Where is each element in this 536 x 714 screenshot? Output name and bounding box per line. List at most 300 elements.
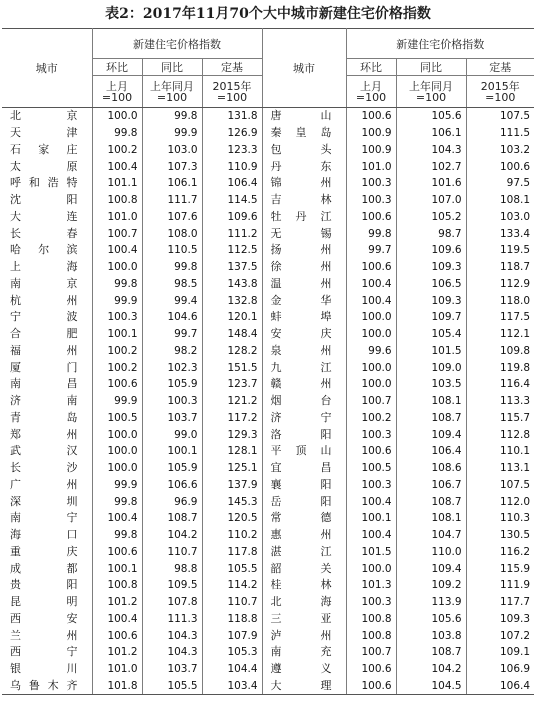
mom-value-left: 99.8 xyxy=(92,125,142,142)
fixed-base-value-right: 107.5 xyxy=(499,110,531,123)
fixed-base-value-left: 117.8 xyxy=(202,544,262,561)
mom-value-left: 100.0 xyxy=(92,460,142,477)
yoy-value-left: 96.9 xyxy=(142,493,202,510)
yoy-value-right: 104.5 xyxy=(396,678,466,695)
yoy-value-right: 109.3 xyxy=(396,259,466,276)
mom-value-left: 100.8 xyxy=(92,192,142,209)
city-name-left: 呼和浩特 xyxy=(2,175,92,192)
city-name-right: 平顶山 xyxy=(262,443,346,460)
fixed-base-value-left: 103.4 xyxy=(202,678,262,695)
yoy-value-left: 107.6 xyxy=(142,209,202,226)
mom-value-right: 101.0 xyxy=(346,158,396,175)
table-row xyxy=(2,443,534,460)
table-row xyxy=(2,242,534,259)
city-name-right: 安 庆 xyxy=(262,326,346,343)
base-mom-left: 上月=100 xyxy=(92,76,142,108)
table-row xyxy=(2,175,534,192)
mom-value-right: 101.5 xyxy=(346,544,396,561)
table-row xyxy=(2,359,534,376)
yoy-value-left: 111.3 xyxy=(142,611,202,628)
fixed-base-value-left: 125.1 xyxy=(202,460,262,477)
mom-value-left: 99.8 xyxy=(92,276,142,293)
mom-value-right: 100.0 xyxy=(346,560,396,577)
mom-value-left: 100.7 xyxy=(92,225,142,242)
fixed-base-value-right: 112.0 xyxy=(499,495,531,508)
city-name-right: 锦 州 xyxy=(262,175,346,192)
city-name-left: 西 安 xyxy=(2,611,92,628)
table-row xyxy=(2,577,534,594)
col-fixed-base-right: 定基 xyxy=(466,59,534,76)
table-row xyxy=(2,276,534,293)
yoy-value-left: 104.3 xyxy=(142,644,202,661)
yoy-value-right: 105.2 xyxy=(396,209,466,226)
fixed-base-value-right: 107.5 xyxy=(499,478,531,491)
table-row xyxy=(2,560,534,577)
fixed-base-value-left: 105.5 xyxy=(202,560,262,577)
yoy-value-right: 109.6 xyxy=(396,242,466,259)
fixed-base-value-right: 103.0 xyxy=(499,210,531,223)
yoy-value-right: 109.3 xyxy=(396,292,466,309)
fixed-base-value-left: 110.9 xyxy=(202,158,262,175)
fixed-base-value-left: 107.9 xyxy=(202,627,262,644)
mom-value-right: 100.6 xyxy=(346,443,396,460)
mom-value-left: 100.3 xyxy=(92,309,142,326)
yoy-value-right: 110.0 xyxy=(396,544,466,561)
mom-value-left: 100.4 xyxy=(92,158,142,175)
yoy-value-right: 106.1 xyxy=(396,125,466,142)
yoy-value-right: 106.4 xyxy=(396,443,466,460)
fixed-base-value-right: 119.8 xyxy=(499,361,531,374)
yoy-value-left: 106.6 xyxy=(142,477,202,494)
city-name-left: 成 都 xyxy=(2,560,92,577)
yoy-value-right: 109.0 xyxy=(396,359,466,376)
mom-value-left: 100.0 xyxy=(92,108,142,125)
yoy-value-right: 105.6 xyxy=(396,611,466,628)
city-name-left: 天 津 xyxy=(2,125,92,142)
mom-value-right: 99.7 xyxy=(346,242,396,259)
fixed-base-value-left: 123.3 xyxy=(202,142,262,159)
city-name-left: 兰 州 xyxy=(2,627,92,644)
fixed-base-value-right: 113.1 xyxy=(499,462,531,475)
fixed-base-value-left: 120.5 xyxy=(202,510,262,527)
city-name-left: 武 汉 xyxy=(2,443,92,460)
city-name-left: 银 川 xyxy=(2,661,92,678)
mom-value-right: 100.5 xyxy=(346,460,396,477)
yoy-value-right: 101.5 xyxy=(396,343,466,360)
city-name-right: 洛 阳 xyxy=(262,426,346,443)
table-row xyxy=(2,678,534,695)
yoy-value-right: 108.6 xyxy=(396,460,466,477)
yoy-value-left: 104.6 xyxy=(142,309,202,326)
fixed-base-value-left: 114.5 xyxy=(202,192,262,209)
city-name-right: 遵 义 xyxy=(262,661,346,678)
mom-value-left: 100.4 xyxy=(92,242,142,259)
yoy-value-right: 109.7 xyxy=(396,309,466,326)
table-row xyxy=(2,326,534,343)
fixed-base-value-right: 111.9 xyxy=(499,579,531,592)
yoy-value-right: 113.9 xyxy=(396,594,466,611)
mom-value-left: 100.6 xyxy=(92,376,142,393)
mom-value-left: 99.8 xyxy=(92,493,142,510)
mom-value-right: 100.9 xyxy=(346,125,396,142)
city-name-left: 石家庄 xyxy=(2,142,92,159)
city-name-right: 金 华 xyxy=(262,292,346,309)
table-row xyxy=(2,493,534,510)
fixed-base-value-right: 116.2 xyxy=(499,545,531,558)
city-name-right: 温 州 xyxy=(262,276,346,293)
mom-value-right: 100.7 xyxy=(346,644,396,661)
city-name-right: 包 头 xyxy=(262,142,346,159)
mom-value-left: 101.0 xyxy=(92,209,142,226)
mom-value-left: 100.4 xyxy=(92,510,142,527)
city-name-right: 丹 东 xyxy=(262,158,346,175)
mom-value-right: 100.6 xyxy=(346,108,396,125)
yoy-value-left: 109.5 xyxy=(142,577,202,594)
city-name-left: 厦 门 xyxy=(2,359,92,376)
mom-value-right: 100.3 xyxy=(346,175,396,192)
fixed-base-value-right: 109.3 xyxy=(499,612,531,625)
mom-value-left: 101.0 xyxy=(92,661,142,678)
city-name-right: 蚌 埠 xyxy=(262,309,346,326)
city-name-right: 桂 林 xyxy=(262,577,346,594)
fixed-base-value-left: 137.9 xyxy=(202,477,262,494)
yoy-value-left: 104.3 xyxy=(142,627,202,644)
yoy-value-right: 108.1 xyxy=(396,393,466,410)
table-row xyxy=(2,544,534,561)
table-row xyxy=(2,259,534,276)
mom-value-right: 100.8 xyxy=(346,627,396,644)
city-name-right: 北 海 xyxy=(262,594,346,611)
fixed-base-value-left: 105.3 xyxy=(202,644,262,661)
yoy-value-left: 99.9 xyxy=(142,125,202,142)
city-name-right: 宜 昌 xyxy=(262,460,346,477)
fixed-base-value-right: 112.8 xyxy=(499,428,531,441)
city-name-right: 唐 山 xyxy=(262,108,346,125)
fixed-base-value-right: 116.4 xyxy=(499,378,531,391)
base-yoy-left: 上年同月 =100 xyxy=(142,76,202,108)
yoy-value-right: 109.4 xyxy=(396,426,466,443)
table-row xyxy=(2,309,534,326)
base-mom-right: 上月=100 xyxy=(346,76,396,108)
mom-value-left: 100.6 xyxy=(92,627,142,644)
mom-value-right: 100.3 xyxy=(346,594,396,611)
yoy-value-right: 106.7 xyxy=(396,477,466,494)
yoy-value-left: 107.8 xyxy=(142,594,202,611)
yoy-value-left: 105.5 xyxy=(142,678,202,695)
table-title: 表2：2017年11月70个大中城市新建住宅价格指数 xyxy=(105,6,431,22)
mom-value-right: 100.6 xyxy=(346,259,396,276)
table-row xyxy=(2,510,534,527)
yoy-value-right: 101.6 xyxy=(396,175,466,192)
mom-value-left: 100.1 xyxy=(92,326,142,343)
fixed-base-value-right: 106.9 xyxy=(499,663,531,676)
city-name-right: 惠 州 xyxy=(262,527,346,544)
city-name-left: 海 口 xyxy=(2,527,92,544)
mom-value-right: 100.4 xyxy=(346,276,396,293)
yoy-value-left: 100.3 xyxy=(142,393,202,410)
city-name-right: 赣 州 xyxy=(262,376,346,393)
fixed-base-value-right: 97.5 xyxy=(506,177,531,190)
city-name-right: 无 锡 xyxy=(262,225,346,242)
city-name-right: 岳 阳 xyxy=(262,493,346,510)
mom-value-right: 100.6 xyxy=(346,678,396,695)
yoy-value-right: 103.8 xyxy=(396,627,466,644)
city-name-left: 哈尔滨 xyxy=(2,242,92,259)
mom-value-left: 101.2 xyxy=(92,594,142,611)
mom-value-left: 100.5 xyxy=(92,410,142,427)
mom-value-left: 101.2 xyxy=(92,644,142,661)
fixed-base-value-left: 117.2 xyxy=(202,410,262,427)
city-name-left: 深 圳 xyxy=(2,493,92,510)
fixed-base-value-right: 119.5 xyxy=(499,244,531,257)
col-mom-right: 环比 xyxy=(346,59,396,76)
fixed-base-value-left: 129.3 xyxy=(202,426,262,443)
yoy-value-right: 108.7 xyxy=(396,644,466,661)
table-row xyxy=(2,393,534,410)
yoy-value-left: 111.7 xyxy=(142,192,202,209)
city-name-left: 太 原 xyxy=(2,158,92,175)
mom-value-left: 100.1 xyxy=(92,560,142,577)
fixed-base-value-right: 117.5 xyxy=(499,311,531,324)
mom-value-right: 100.4 xyxy=(346,292,396,309)
table-row xyxy=(2,644,534,661)
table-row xyxy=(2,627,534,644)
mom-value-right: 100.0 xyxy=(346,309,396,326)
city-name-left: 长 春 xyxy=(2,225,92,242)
fixed-base-value-right: 118.0 xyxy=(499,294,531,307)
mom-value-right: 100.0 xyxy=(346,326,396,343)
city-name-right: 泸 州 xyxy=(262,627,346,644)
mom-value-left: 100.0 xyxy=(92,426,142,443)
fixed-base-value-right: 109.8 xyxy=(499,344,531,357)
yoy-value-left: 103.7 xyxy=(142,410,202,427)
mom-value-right: 101.3 xyxy=(346,577,396,594)
city-name-left: 大 连 xyxy=(2,209,92,226)
fixed-base-value-left: 137.5 xyxy=(202,259,262,276)
city-name-left: 重 庆 xyxy=(2,544,92,561)
fixed-base-value-left: 121.2 xyxy=(202,393,262,410)
yoy-value-right: 107.0 xyxy=(396,192,466,209)
fixed-base-value-right: 130.5 xyxy=(499,529,531,542)
city-name-left: 长 沙 xyxy=(2,460,92,477)
fixed-base-value-right: 107.2 xyxy=(499,629,531,642)
mom-value-left: 100.2 xyxy=(92,142,142,159)
fixed-base-value-left: 126.9 xyxy=(202,125,262,142)
fixed-base-value-left: 110.7 xyxy=(202,594,262,611)
fixed-base-value-right: 118.7 xyxy=(499,261,531,274)
mom-value-right: 99.6 xyxy=(346,343,396,360)
city-name-right: 吉 林 xyxy=(262,192,346,209)
yoy-value-left: 110.5 xyxy=(142,242,202,259)
fixed-base-value-left: 109.6 xyxy=(202,209,262,226)
mom-value-right: 100.4 xyxy=(346,527,396,544)
yoy-value-left: 105.9 xyxy=(142,376,202,393)
fixed-base-value-right: 112.9 xyxy=(499,277,531,290)
yoy-value-left: 110.7 xyxy=(142,544,202,561)
city-name-right: 大 理 xyxy=(262,678,346,695)
fixed-base-value-right: 115.9 xyxy=(499,562,531,575)
city-name-left: 青 岛 xyxy=(2,410,92,427)
table-row xyxy=(2,125,534,142)
yoy-value-right: 109.2 xyxy=(396,577,466,594)
city-column-header-right: 城市 xyxy=(262,29,346,108)
col-yoy-left: 同比 xyxy=(142,59,202,76)
mom-value-right: 100.3 xyxy=(346,426,396,443)
fixed-base-value-left: 131.8 xyxy=(202,108,262,125)
table-row xyxy=(2,460,534,477)
yoy-value-right: 105.6 xyxy=(396,108,466,125)
city-name-right: 济 宁 xyxy=(262,410,346,427)
mom-value-left: 100.2 xyxy=(92,343,142,360)
yoy-value-left: 98.2 xyxy=(142,343,202,360)
mom-value-right: 100.9 xyxy=(346,142,396,159)
yoy-value-left: 99.0 xyxy=(142,426,202,443)
fixed-base-value-left: 104.4 xyxy=(202,661,262,678)
yoy-value-left: 107.3 xyxy=(142,158,202,175)
mom-value-left: 99.9 xyxy=(92,292,142,309)
city-column-header-left: 城市 xyxy=(2,29,92,108)
mom-value-right: 100.0 xyxy=(346,359,396,376)
mom-value-right: 100.3 xyxy=(346,192,396,209)
city-name-right: 湛 江 xyxy=(262,544,346,561)
yoy-value-right: 108.7 xyxy=(396,493,466,510)
yoy-value-right: 108.7 xyxy=(396,410,466,427)
fixed-base-value-left: 118.8 xyxy=(202,611,262,628)
city-name-left: 西 宁 xyxy=(2,644,92,661)
fixed-base-value-right: 113.3 xyxy=(499,395,531,408)
table-row xyxy=(2,192,534,209)
yoy-value-right: 98.7 xyxy=(396,225,466,242)
city-name-right: 南 充 xyxy=(262,644,346,661)
city-name-right: 牡丹江 xyxy=(262,209,346,226)
col-yoy-right: 同比 xyxy=(396,59,466,76)
mom-value-left: 101.1 xyxy=(92,175,142,192)
fixed-base-value-right: 106.4 xyxy=(466,678,534,695)
fixed-base-value-left: 112.5 xyxy=(202,242,262,259)
yoy-value-left: 99.8 xyxy=(142,259,202,276)
table-row xyxy=(2,142,534,159)
base-fixed-right: 2015年 =100 xyxy=(466,76,534,108)
mom-value-right: 100.6 xyxy=(346,209,396,226)
fixed-base-value-right: 100.6 xyxy=(499,160,531,173)
fixed-base-value-right: 111.5 xyxy=(499,127,531,140)
price-index-table xyxy=(2,28,534,695)
fixed-base-value-right: 109.1 xyxy=(499,646,531,659)
table-row xyxy=(2,343,534,360)
city-name-left: 南 宁 xyxy=(2,510,92,527)
city-name-right: 常 德 xyxy=(262,510,346,527)
col-mom-left: 环比 xyxy=(92,59,142,76)
fixed-base-value-left: 148.4 xyxy=(202,326,262,343)
city-name-left: 福 州 xyxy=(2,343,92,360)
mom-value-left: 100.2 xyxy=(92,359,142,376)
yoy-value-right: 109.4 xyxy=(396,560,466,577)
yoy-value-left: 103.0 xyxy=(142,142,202,159)
table-row xyxy=(2,376,534,393)
yoy-value-left: 108.7 xyxy=(142,510,202,527)
table-row xyxy=(2,527,534,544)
yoy-value-left: 104.2 xyxy=(142,527,202,544)
yoy-value-left: 99.4 xyxy=(142,292,202,309)
yoy-value-left: 100.1 xyxy=(142,443,202,460)
table-row xyxy=(2,661,534,678)
fixed-base-value-left: 143.8 xyxy=(202,276,262,293)
fixed-base-value-left: 120.1 xyxy=(202,309,262,326)
city-name-left: 乌鲁木齐 xyxy=(2,678,92,695)
city-name-right: 秦皇岛 xyxy=(262,125,346,142)
city-name-right: 扬 州 xyxy=(262,242,346,259)
yoy-value-right: 104.7 xyxy=(396,527,466,544)
city-name-left: 济 南 xyxy=(2,393,92,410)
table-row xyxy=(2,426,534,443)
mom-value-left: 100.6 xyxy=(92,544,142,561)
yoy-value-left: 102.3 xyxy=(142,359,202,376)
base-fixed-left: 2015年 =100 xyxy=(202,76,262,108)
yoy-value-right: 104.2 xyxy=(396,661,466,678)
mom-value-left: 99.9 xyxy=(92,393,142,410)
yoy-value-right: 102.7 xyxy=(396,158,466,175)
yoy-value-left: 108.0 xyxy=(142,225,202,242)
base-yoy-right: 上年同月 =100 xyxy=(396,76,466,108)
city-name-right: 徐 州 xyxy=(262,259,346,276)
city-name-left: 沈 阳 xyxy=(2,192,92,209)
mom-value-right: 100.8 xyxy=(346,611,396,628)
city-name-left: 北 京 xyxy=(2,108,92,125)
yoy-value-left: 99.8 xyxy=(142,108,202,125)
fixed-base-value-right: 117.7 xyxy=(499,596,531,609)
fixed-base-value-right: 110.1 xyxy=(499,445,531,458)
mom-value-left: 100.4 xyxy=(92,611,142,628)
fixed-base-value-right: 103.2 xyxy=(499,143,531,156)
mom-value-left: 101.8 xyxy=(92,678,142,695)
city-name-left: 郑 州 xyxy=(2,426,92,443)
fixed-base-value-left: 123.7 xyxy=(202,376,262,393)
yoy-value-left: 98.8 xyxy=(142,560,202,577)
mom-value-right: 100.3 xyxy=(346,477,396,494)
yoy-value-right: 104.3 xyxy=(396,142,466,159)
fixed-base-value-right: 133.4 xyxy=(499,227,531,240)
city-name-left: 广 州 xyxy=(2,477,92,494)
mom-value-right: 100.0 xyxy=(346,376,396,393)
fixed-base-value-left: 128.2 xyxy=(202,343,262,360)
mom-value-right: 100.1 xyxy=(346,510,396,527)
index-group-header-left: 新建住宅价格指数 xyxy=(92,29,262,59)
city-name-right: 韶 关 xyxy=(262,560,346,577)
table-row xyxy=(2,594,534,611)
city-name-left: 宁 波 xyxy=(2,309,92,326)
fixed-base-value-left: 106.4 xyxy=(202,175,262,192)
fixed-base-value-left: 110.2 xyxy=(202,527,262,544)
yoy-value-left: 105.9 xyxy=(142,460,202,477)
city-name-left: 南 昌 xyxy=(2,376,92,393)
table-row xyxy=(2,225,534,242)
city-name-left: 合 肥 xyxy=(2,326,92,343)
fixed-base-value-right: 108.1 xyxy=(499,194,531,207)
yoy-value-left: 99.7 xyxy=(142,326,202,343)
mom-value-left: 100.8 xyxy=(92,577,142,594)
fixed-base-value-left: 151.5 xyxy=(202,359,262,376)
table-row xyxy=(2,158,534,175)
fixed-base-value-left: 145.3 xyxy=(202,493,262,510)
mom-value-right: 100.2 xyxy=(346,410,396,427)
table-row xyxy=(2,410,534,427)
index-group-header-right: 新建住宅价格指数 xyxy=(346,29,534,59)
fixed-base-value-right: 110.3 xyxy=(499,512,531,525)
mom-value-left: 99.8 xyxy=(92,527,142,544)
city-name-right: 泉 州 xyxy=(262,343,346,360)
city-name-left: 昆 明 xyxy=(2,594,92,611)
fixed-base-value-right: 115.7 xyxy=(499,411,531,424)
